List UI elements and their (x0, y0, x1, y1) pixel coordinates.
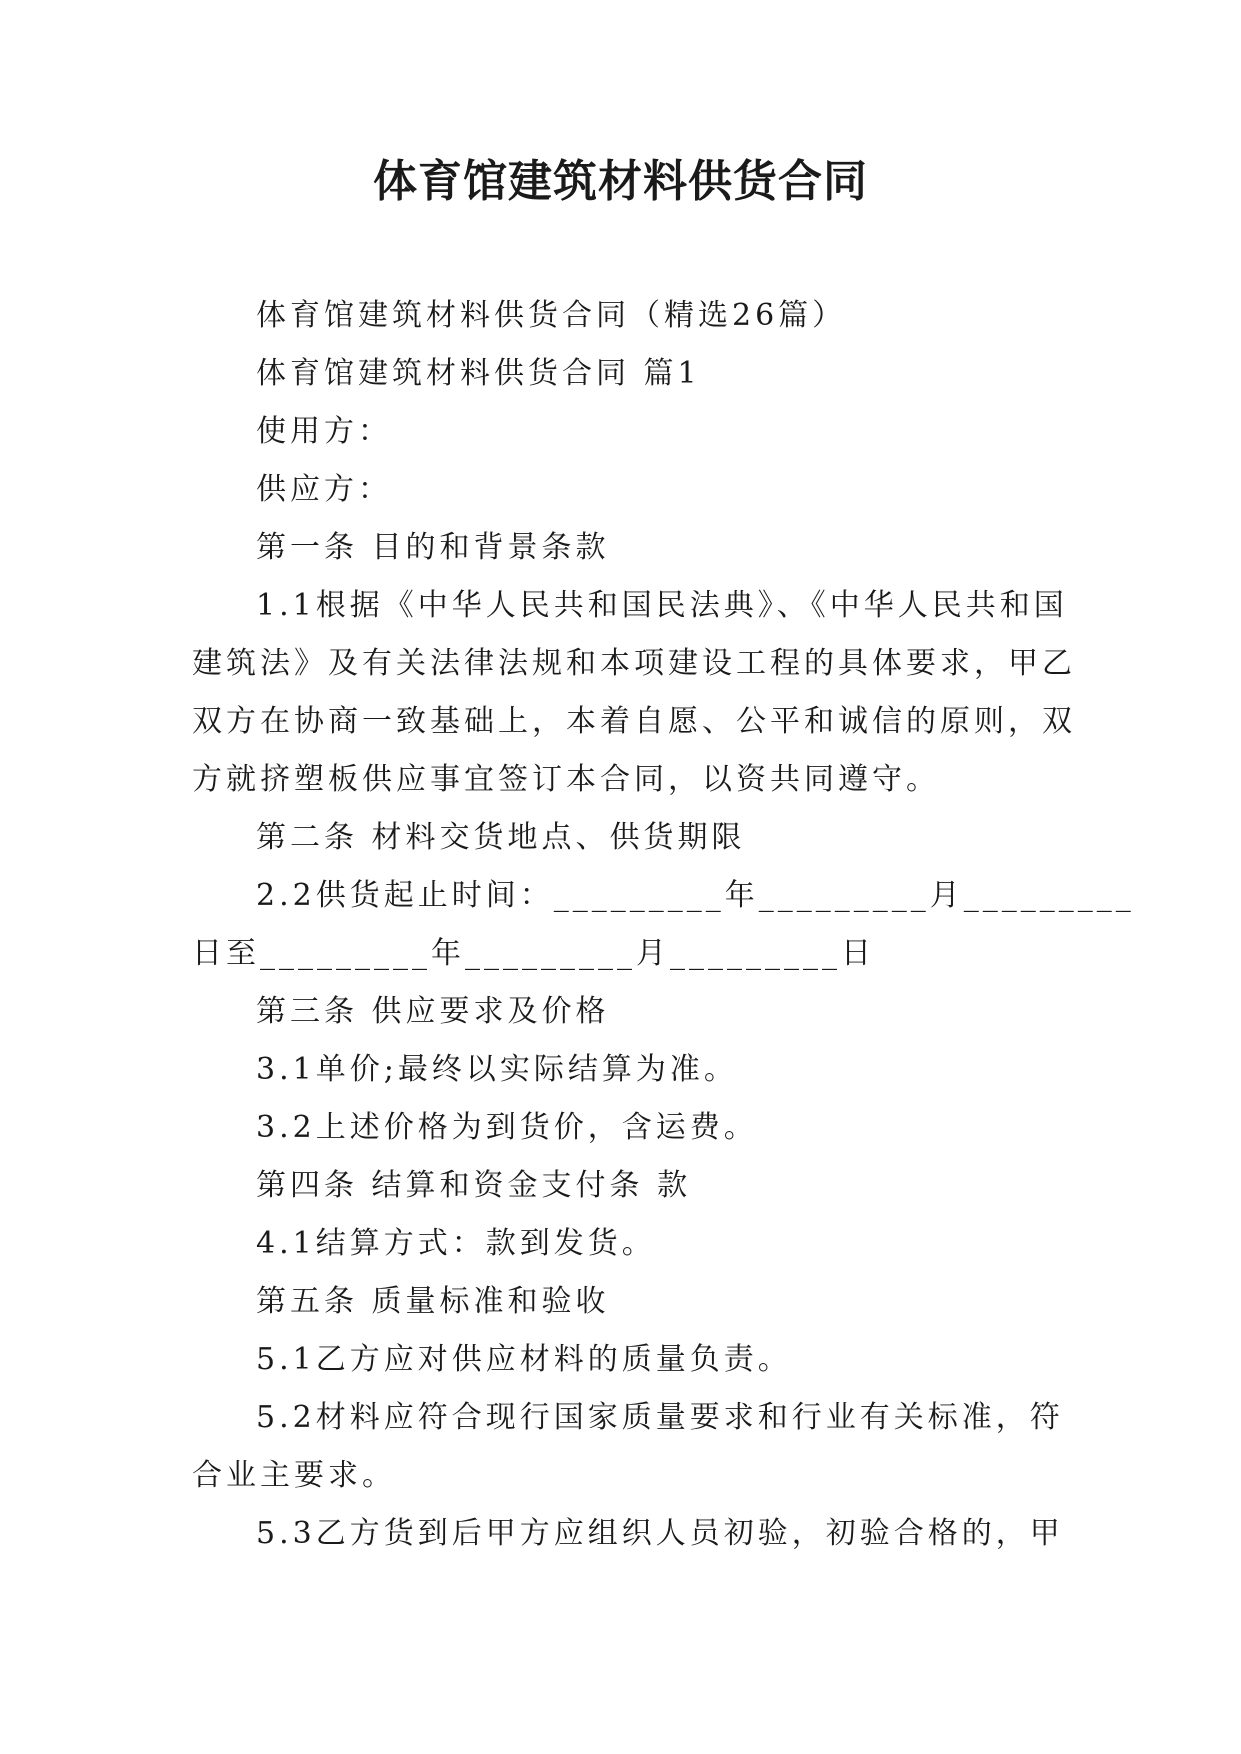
paragraph-line: 使用方： (256, 414, 392, 449)
paragraph-line: 1.1根据《中华人民共和国民法典》、《中华人民共和国 (256, 588, 1068, 623)
paragraph-line: 5.2材料应符合现行国家质量要求和行业有关标准，符 (256, 1400, 1064, 1435)
paragraph-line: 第五条 质量标准和验收 (256, 1284, 610, 1319)
paragraph-line: 体育馆建筑材料供货合同（精选26篇） (256, 298, 847, 333)
paragraph-line: 日至_________年_________月_________日 (192, 936, 875, 971)
paragraph-line: 4.1结算方式：款到发货。 (256, 1226, 656, 1261)
paragraph-line: 供应方： (256, 472, 392, 507)
paragraph-line: 5.1乙方应对供应材料的质量负责。 (256, 1342, 792, 1377)
paragraph-line: 建筑法》及有关法律法规和本项建设工程的具体要求，甲乙 (192, 646, 1076, 681)
paragraph-line: 第四条 结算和资金支付条 款 (256, 1168, 692, 1203)
paragraph-line: 双方在协商一致基础上，本着自愿、公平和诚信的原则，双 (192, 704, 1076, 739)
paragraph-line: 第三条 供应要求及价格 (256, 994, 610, 1029)
paragraph-line: 2.2供货起止时间：_________年_________月_________ (256, 878, 1135, 913)
document-body (192, 287, 1135, 1563)
document-title: 体育馆建筑材料供货合同 (373, 156, 868, 207)
paragraph-line: 第二条 材料交货地点、供货期限 (256, 820, 746, 855)
paragraph-line: 5.3乙方货到后甲方应组织人员初验，初验合格的，甲 (256, 1516, 1064, 1551)
paragraph-line: 3.1单价;最终以实际结算为准。 (256, 1052, 738, 1087)
paragraph-line: 第一条 目的和背景条款 (256, 530, 610, 565)
paragraph-line: 体育馆建筑材料供货合同 篇1 (256, 356, 701, 391)
paragraph-line: 方就挤塑板供应事宜签订本合同，以资共同遵守。 (192, 762, 940, 797)
paragraph-line: 3.2上述价格为到货价，含运费。 (256, 1110, 758, 1145)
paragraph-line: 合业主要求。 (192, 1458, 396, 1493)
